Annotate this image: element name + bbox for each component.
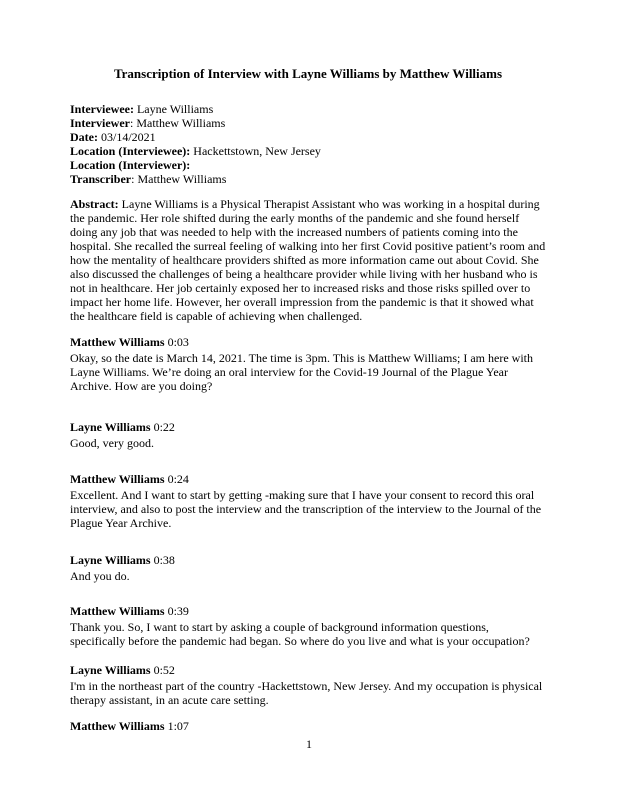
- transcript-entry: [70, 335, 546, 393]
- meta-block: [70, 102, 546, 186]
- transcript-entry: [70, 663, 546, 707]
- entry-text: Good, very good.: [70, 436, 154, 450]
- meta-value: : Matthew Williams: [129, 116, 226, 130]
- entry-header: [70, 472, 546, 486]
- speaker-name: Layne Williams: [70, 553, 151, 567]
- meta-label: Interviewee:: [70, 102, 134, 116]
- meta-label: Location (Interviewee):: [70, 144, 191, 158]
- transcript-entry: [70, 420, 546, 450]
- speaker-name: Matthew Williams: [70, 472, 165, 486]
- entry-header: [70, 335, 546, 349]
- timestamp: 0:52: [153, 663, 175, 677]
- meta-label: Transcriber: [70, 172, 132, 186]
- meta-label: Date:: [70, 130, 98, 144]
- entry-header: [70, 663, 546, 677]
- meta-line-interviewer: [70, 116, 546, 130]
- meta-value: Hackettstown, New Jersey: [190, 144, 321, 158]
- abstract-label: Abstract:: [70, 197, 119, 211]
- transcript-entry: [70, 604, 546, 648]
- entry-text: Thank you. So, I want to start by asking a couple of background information questions, specifically before the pandemic had began. So where do you live and what is your occupation?: [70, 620, 530, 648]
- meta-line-location-interviewee: [70, 144, 546, 158]
- transcript-entry: [70, 553, 546, 583]
- timestamp: 0:24: [167, 472, 189, 486]
- meta-line-location-interviewer: [70, 158, 546, 172]
- meta-value: Layne Williams: [133, 102, 214, 116]
- meta-value: : Matthew Williams: [131, 172, 227, 186]
- meta-line-interviewee: [70, 102, 546, 116]
- meta-line-transcriber: [70, 172, 546, 186]
- page-number: 1: [306, 737, 312, 751]
- timestamp: 0:03: [167, 335, 189, 349]
- meta-value: 03/14/2021: [97, 130, 156, 144]
- entry-header: [70, 604, 546, 618]
- meta-label: Interviewer: [70, 116, 130, 130]
- transcript-entry: [70, 719, 546, 733]
- timestamp: 0:38: [153, 553, 175, 567]
- document-title: Transcription of Interview with Layne Williams by Matthew Williams: [113, 66, 503, 81]
- transcript-entry: [70, 472, 546, 530]
- speaker-name: Layne Williams: [70, 420, 151, 434]
- entry-text: And you do.: [70, 569, 130, 583]
- abstract-paragraph: [70, 197, 546, 323]
- timestamp: 1:07: [167, 719, 189, 733]
- entry-text: I'm in the northeast part of the country -Hackettstown, New Jersey. And my occupation is physical therapy assistant, in an acute care setting.: [70, 679, 543, 707]
- meta-line-date: [70, 130, 546, 144]
- entry-header: [70, 553, 546, 567]
- entry-header: [70, 420, 546, 434]
- speaker-name: Matthew Williams: [70, 604, 165, 618]
- entry-text: Excellent. And I want to start by getting -making sure that I have your consent to record this oral interview, and also to post the interview and the transcription of the interview to the Journal of the Plague Year Archive.: [70, 488, 542, 530]
- timestamp: 0:39: [167, 604, 189, 618]
- speaker-name: Matthew Williams: [70, 335, 165, 349]
- entry-text: Okay, so the date is March 14, 2021. The time is 3pm. This is Matthew Williams; I am here with Layne Williams. We’re doing an oral interview for the Covid-19 Journal of the Plague Year Archive. How are you doing?: [70, 351, 534, 393]
- abstract-text: Layne Williams is a Physical Therapist Assistant who was working in a hospital during the pandemic. Her role shifted during the early months of the pandemic and she found herself doing any job that was needed to help with the increased numbers of patients coming into the hospital. She recalled the surreal feeling of walking into her first Covid positive patient’s room and how the mentality of healthcare providers shifted as more information came out about Covid. She also discussed the challenges of being a healthcare provider while living with her husband who is not in healthcare. Her job certainly exposed her to increased risks and those risks spilled over to impact her home life. However, her overall impression from the pandemic is that it showed what the healthcare field is capable of achieving when challenged.: [70, 197, 546, 323]
- speaker-name: Layne Williams: [70, 663, 151, 677]
- entry-header: [70, 719, 546, 733]
- meta-label: Location (Interviewer):: [70, 158, 191, 172]
- speaker-name: Matthew Williams: [70, 719, 165, 733]
- timestamp: 0:22: [153, 420, 175, 434]
